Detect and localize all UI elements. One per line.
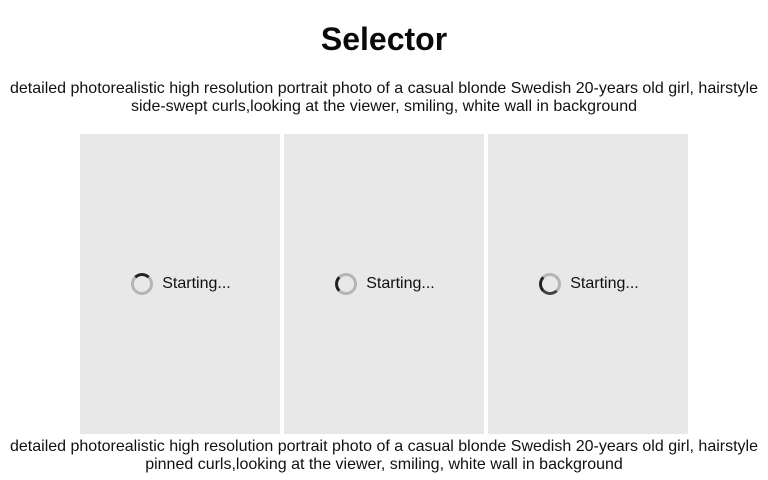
page-title: Selector	[320, 21, 448, 57]
status-text: Starting...	[162, 275, 231, 292]
panel-status-1	[131, 273, 230, 295]
image-panels	[80, 134, 688, 434]
panel-status-2	[335, 273, 434, 295]
image-panel-3[interactable]	[488, 134, 688, 434]
status-text: Starting...	[366, 275, 435, 292]
panel-status-3	[539, 273, 638, 295]
prompt-text-top: detailed photorealistic high resolution portrait photo of a casual blonde Swedish 20-years old girl, hairstyle side-swept curls,looking at the viewer, smiling, white wall in background	[10, 80, 758, 115]
loading-spinner-icon	[131, 273, 153, 295]
loading-spinner-icon	[335, 273, 357, 295]
status-text: Starting...	[570, 275, 639, 292]
image-panel-1[interactable]	[80, 134, 280, 434]
prompt-text-bottom: detailed photorealistic high resolution portrait photo of a casual blonde Swedish 20-years old girl, hairstyle pinned curls,looking at the viewer, smiling, white wall in background	[10, 438, 758, 473]
image-panel-2[interactable]	[284, 134, 484, 434]
loading-spinner-icon	[539, 273, 561, 295]
